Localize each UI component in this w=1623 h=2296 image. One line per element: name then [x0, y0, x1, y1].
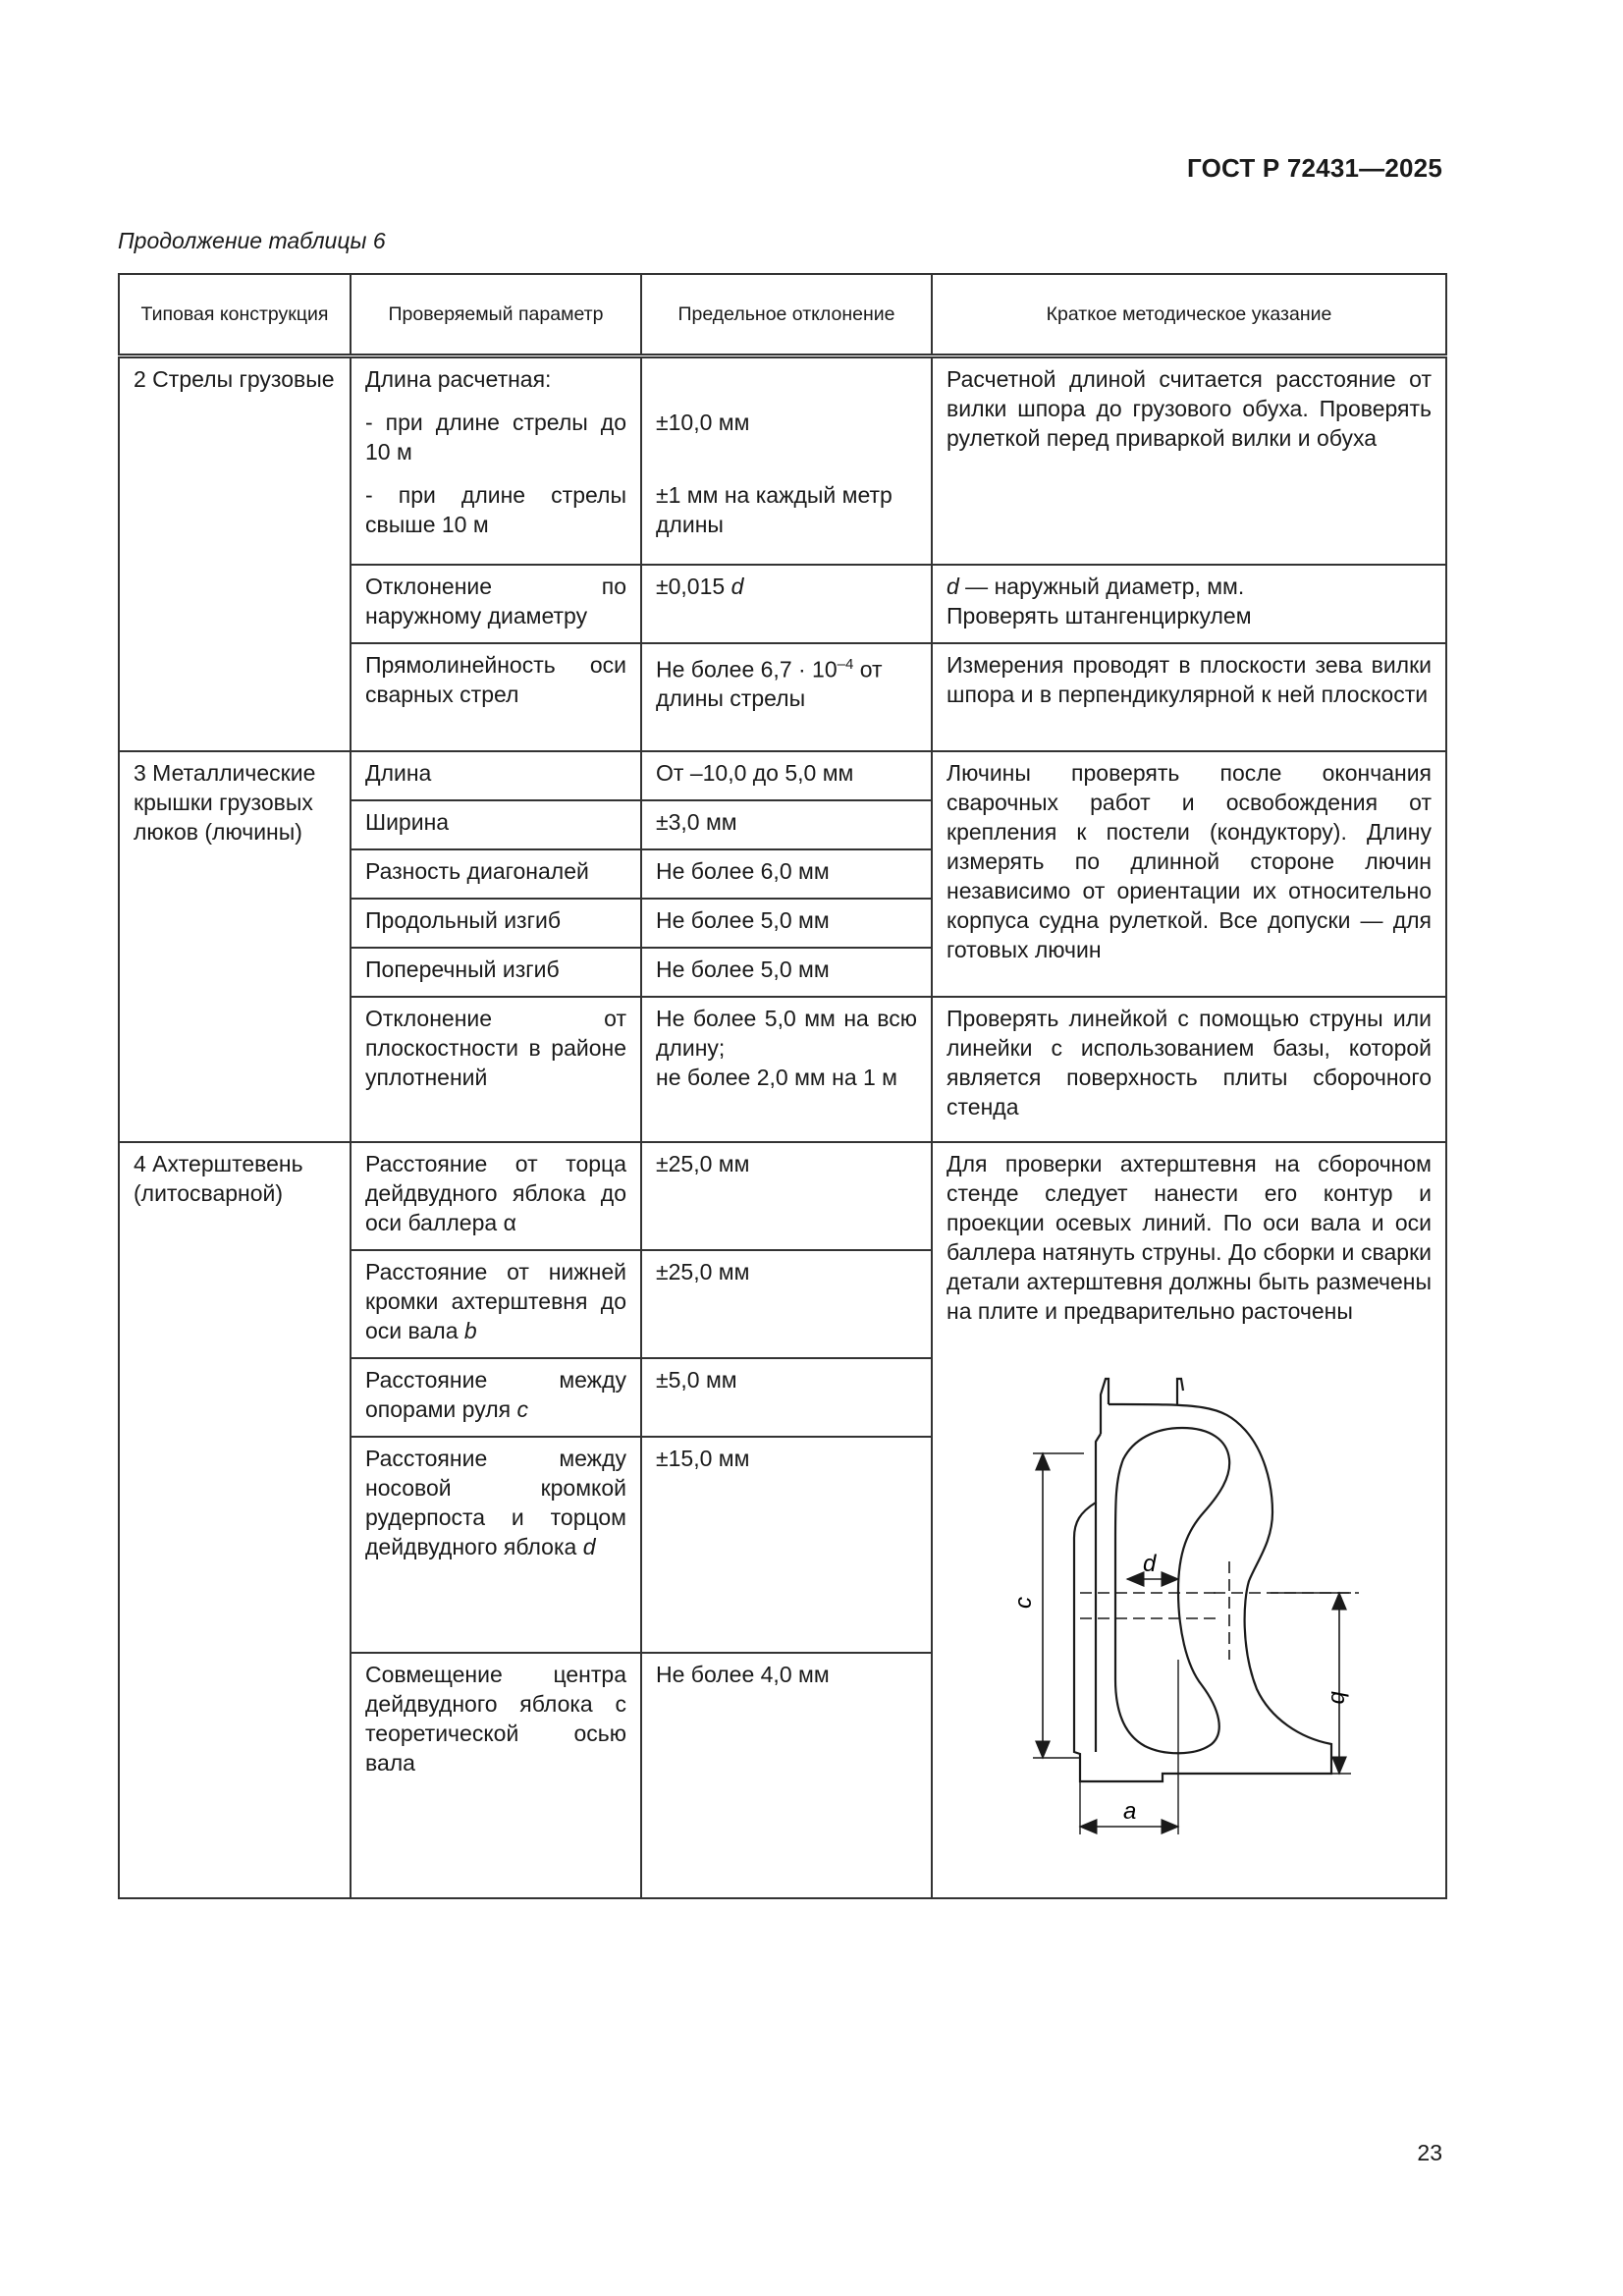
standard-code: ГОСТ Р 72431—2025: [1187, 153, 1442, 183]
note-cell: Проверять линейкой с помощью струны или линейки с использованием базы, которой является поверхность плиты сборочного стенда: [932, 997, 1446, 1142]
tolerance-table: [118, 273, 1447, 1899]
parameter-cell: Длина расчетная: - при длине стрелы до 10 м - при длине стрелы свыше 10 м: [351, 356, 641, 565]
parameter-cell: Расстояние от нижней кромки ахтерштевня до оси вала b: [351, 1250, 641, 1358]
diagram-label-b: b: [1325, 1690, 1352, 1704]
tolerance-cell: ±3,0 мм: [641, 800, 932, 849]
column-header: Краткое методическое указание: [932, 274, 1446, 356]
tolerance-cell: Не более 5,0 мм: [641, 948, 932, 997]
table-header-row: [119, 274, 1446, 356]
parameter-cell: Отклонение по наружному диаметру: [351, 565, 641, 643]
tolerance-cell: ±25,0 мм: [641, 1250, 932, 1358]
tolerance-cell: Не более $6,7 \cdot 10^{-4}$ от длины стрелы: [641, 643, 932, 751]
table-row: [119, 356, 1446, 565]
table-row: [119, 751, 1446, 800]
diagram-label-c: c: [1010, 1596, 1037, 1609]
tolerance-cell: ±25,0 мм: [641, 1142, 932, 1250]
parameter-cell: Отклонение от плоскостности в районе уплотнений: [351, 997, 641, 1142]
diagram-label-d: d: [1143, 1550, 1157, 1577]
note-cell: d — наружный диаметр, мм. Проверять штангенциркулем: [932, 565, 1446, 643]
parameter-cell: Длина: [351, 751, 641, 800]
note-cell: [932, 1142, 1446, 1898]
note-cell: Лючины проверять после окончания сварочных работ и освобождения от крепления к постели (кондуктору). Длину измерять по длинной стороне лючин независимо от ориентации их относительно корпуса судна рулеткой. Все допуски — для готовых лючин: [932, 751, 1446, 997]
tolerance-cell: Не более 5,0 мм: [641, 899, 932, 948]
note-text: Для проверки ахтерштевня на сборочном стенде следует нанести его контур и проекции осевых линий. По оси вала и оси баллера натянуть струны. До сборки и сварки детали ахтерштевня должны быть размечены на плите и предварительно расточены: [947, 1150, 1432, 1324]
parameter-cell: Поперечный изгиб: [351, 948, 641, 997]
tolerance-cell: ±15,0 мм: [641, 1437, 932, 1653]
tolerance-cell: ±5,0 мм: [641, 1358, 932, 1437]
parameter-cell: Расстояние от торца дейдвудного яблока до оси баллера α: [351, 1142, 641, 1250]
tolerance-cell: ±10,0 мм ±1 мм на каждый метр длины: [641, 356, 932, 565]
parameter-cell: Разность диагоналей: [351, 849, 641, 899]
note-cell: Измерения проводят в плоскости зева вилки шпора и в перпендикулярной к ней плоскости: [932, 643, 1446, 751]
construction-cell: 2 Стрелы грузовые: [119, 356, 351, 751]
page-number: 23: [1417, 2140, 1442, 2165]
sternframe-diagram: [986, 1365, 1359, 1856]
note-cell: Расчетной длиной считается расстояние от вилки шпора до грузового обуха. Проверять рулеткой перед приваркой вилки и обуха: [932, 356, 1446, 565]
tolerance-cell: Не более 5,0 мм на всю длину; не более 2,0 мм на 1 м: [641, 997, 932, 1142]
column-header: Предельное отклонение: [641, 274, 932, 356]
diagram-label-a: a: [1123, 1797, 1137, 1825]
construction-cell: 4 Ахтерштевень (литосварной): [119, 1142, 351, 1898]
tolerance-cell: От –10,0 до 5,0 мм: [641, 751, 932, 800]
parameter-cell: Расстояние между носовой кромкой рудерпоста и торцом дейдвудного яблока d: [351, 1437, 641, 1653]
table-row: [119, 1142, 1446, 1250]
column-header: Типовая конструкция: [119, 274, 351, 356]
parameter-cell: Продольный изгиб: [351, 899, 641, 948]
construction-cell: 3 Металлические крышки грузовых люков (лючины): [119, 751, 351, 1142]
table-caption: Продолжение таблицы 6: [118, 228, 386, 253]
tolerance-cell: ±0,015 d: [641, 565, 932, 643]
tolerance-cell: Не более 4,0 мм: [641, 1653, 932, 1898]
parameter-cell: Ширина: [351, 800, 641, 849]
column-header: Проверяемый параметр: [351, 274, 641, 356]
parameter-cell: Совмещение центра дейдвудного яблока с теоретической осью вала: [351, 1653, 641, 1898]
parameter-cell: Расстояние между опорами руля c: [351, 1358, 641, 1437]
parameter-cell: Прямолинейность оси сварных стрел: [351, 643, 641, 751]
tolerance-cell: Не более 6,0 мм: [641, 849, 932, 899]
